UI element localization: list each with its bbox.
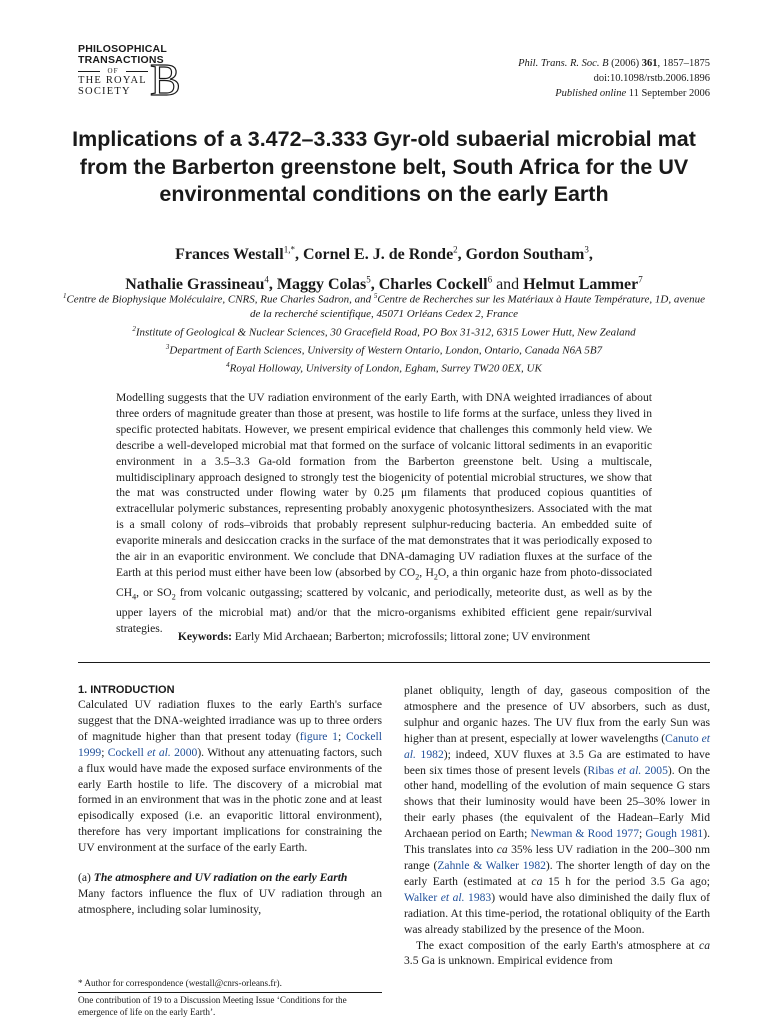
affiliation-4: $^4$Royal Holloway, University of London, Egham, Surrey TW20 0EX, UK <box>226 361 542 375</box>
subsection-heading: (a) The atmosphere and UV radiation on the early Earth <box>78 871 348 885</box>
paragraph: planet obliquity, length of day, gaseous composition of the atmosphere and the presence of UV absorbers, such as dust, sulphur and organic hazes. The UV flux from the early Sun was higher than at present, especially at lower wavelengths (Canuto et al. 1982); indeed, XUV fluxes at 3.5 Ga are estimated to have been six times those of present levels (Ribas et al. 2005). On the other hand, modelling of the evolution of main sequence G stars shows that their luminosity would have been 25–30% lower in their early phases (the equivalent of the Hadean–Early Mid Archaean period on Earth; Newman & Rood 1977; Gough 1981). This translates into ca 35% less UV radiation in the 200–300 nm range (Zahnle & Walker 1982). The shorter length of day on the early Earth (estimated at ca 15 h for the period 3.5 Ga ago; Walker et al. 1983) would have also diminished the daily flux of radiation. At this time-period, the rotational obliquity of the Earth was already stabilized by the presence of the Moon. <box>404 684 710 936</box>
citation-year: (2006) <box>611 58 640 69</box>
body-column-right <box>404 683 710 969</box>
logo-line-the-royal: THE ROYAL <box>78 75 147 86</box>
affiliation-2: $^2$Institute of Geological & Nuclear Sciences, 30 Gracefield Road, PO Box 31-312, 6315 Lower Hutt, New Zealand <box>132 324 636 339</box>
author: Charles Cockell$^6$ and <box>378 274 524 293</box>
logo-of: OF <box>78 67 148 75</box>
divider <box>78 662 710 663</box>
citation-link[interactable]: Canuto et al. 1982 <box>404 731 710 761</box>
article-title: Implications of a 3.472–3.333 Gyr-old subaerial microbial mat from the Barberton greenstone belt, South Africa for the UV environmental conditions on the early Earth <box>72 127 696 206</box>
keywords-list: Early Mid Archaean; Barberton; microfossils; littoral zone; UV environment <box>234 630 591 643</box>
citation-link[interactable]: Newman & Rood 1977 <box>530 827 640 841</box>
footnote-correspondence: * Author for correspondence (westall@cnrs-orleans.fr). <box>78 978 282 988</box>
logo-line-society: SOCIETY <box>78 86 131 97</box>
published-date: 11 September 2006 <box>628 88 710 99</box>
logo-line-transactions: TRANSACTIONS <box>78 54 164 66</box>
published-label: Published online <box>555 88 627 99</box>
citation-link[interactable]: Cockell 1999 <box>78 729 382 759</box>
logo-b-mark: B <box>150 54 181 105</box>
authors-line-1 <box>60 238 708 267</box>
doi[interactable]: doi:10.1098/rstb.2006.1896 <box>593 73 710 84</box>
paragraph: The exact composition of the early Earth's atmosphere at ca 3.5 Ga is unknown. Empirical evidence from <box>404 938 710 968</box>
citation-volume: 361 <box>641 58 658 69</box>
author: Frances Westall$^{1,*}$, <box>175 245 303 264</box>
figure-link[interactable]: figure 1 <box>299 729 338 743</box>
citation-link[interactable]: Walker et al. 1983 <box>404 890 492 904</box>
citation-pages: , 1857–1875 <box>657 58 710 69</box>
body-column-left <box>78 683 382 918</box>
author: Helmut Lammer$^7$ <box>523 274 643 293</box>
citation-link[interactable]: Gough 1981 <box>645 827 704 841</box>
author: Cornel E. J. de Ronde$^2$, <box>302 245 466 264</box>
paragraph: Calculated UV radiation fluxes to the early Earth's surface suggest that the DNA-weighted irradiance was up to three orders of magnitude higher than that present today (figure 1; Cockell 1999; Cockell et al. 2000). Without any attenuating factors, such a flux would have made the exposed surface environments of the early Earth hostile to life. The discovery of a microbial mat formed in an environment that was in the photic zone and at least episodically exposed (i.e. an evaporitic littoral environment), therefore has very important implications for constraining the UV environment at the surface of the early Earth. <box>78 698 382 855</box>
citation-link[interactable]: Zahnle & Walker 1982 <box>437 858 546 872</box>
journal-logo <box>78 43 181 105</box>
citation-block <box>518 56 710 101</box>
journal-abbrev: Phil. Trans. R. Soc. B <box>518 58 609 69</box>
author: Gordon Southam$^3$, <box>465 245 593 264</box>
logo-line-philosophical: PHILOSOPHICAL <box>78 43 167 55</box>
affiliations <box>60 289 708 377</box>
author: Maggy Colas$^5$, <box>276 274 379 293</box>
published-online <box>518 86 710 101</box>
keywords <box>116 630 652 643</box>
footnote-divider <box>78 992 382 993</box>
affiliation-1-5: $^1$Centre de Biophysique Moléculaire, CNRS, Rue Charles Sadron, and $^5$Centre de Recherches sur les Matériaux à Haute Température, 1D, avenue de la recherché scientifique, 45071 Orléans Cedex 2, France <box>62 292 706 321</box>
footnote-contribution: One contribution of 19 to a Discussion Meeting Issue ‘Conditions for the emergence of life on the early Earth’. <box>78 995 347 1017</box>
keywords-label: Keywords: <box>177 630 232 643</box>
author: Nathalie Grassineau$^4$, <box>125 274 277 293</box>
abstract: Modelling suggests that the UV radiation environment of the early Earth, with DNA weighted irradiances of about three orders of magnitude greater than those at present, was hostile to life forms at the surface, unless they lived in specific protected habitats. However, we present empirical evidence that challenges this commonly held view. We describe a well-developed microbial mat that formed on the surface of volcanic littoral sediments in an evaporitic environment in a 3.5–3.3 Ga-old formation from the Barberton greenstone belt. Using a multiscale, multidisciplinary approach designed to strongly test the biogenicity of potential microbial structures, we show that the mat was constructed under flowing water by 0.25 μm filaments that produced copious quantities of extracellular polymeric substances, representing probably anoxygenic photosynthesizers. Associated with the mat is a small colony of rods–vibroids that probably represent sulphur-reducing bacteria. An embedded suite of evaporite minerals and desiccation cracks in the surface of the mat demonstrates that it was periodically exposed to the air in an evaporitic environment. We conclude that DNA-damaging UV radiation fluxes at the surface of the Earth at this period must either have been low (absorbed by $CO_2$, $H_2O$, a thin organic haze from photo-dissociated $CH_4$, or $SO_2$ from volcanic outgassing; scattered by volcanic, and periodically, meteorite dust, as well as by the upper layers of the microbial mat) and/or that the micro-organisms exhibited efficient gene repair/survival strategies. <box>116 391 652 636</box>
author-list <box>60 238 708 297</box>
paragraph: Many factors influence the flux of UV radiation through an atmosphere, including solar luminosity, <box>78 886 382 916</box>
section-heading-introduction: 1. INTRODUCTION <box>78 684 175 696</box>
affiliation-3: $^3$Department of Earth Sciences, University of Western Ontario, London, Ontario, Canada N6A 5B7 <box>165 343 603 357</box>
citation-link[interactable]: Ribas et al. 2005 <box>587 763 668 777</box>
citation-line <box>518 56 710 71</box>
citation-link[interactable]: Cockell et al. 2000 <box>107 745 198 759</box>
